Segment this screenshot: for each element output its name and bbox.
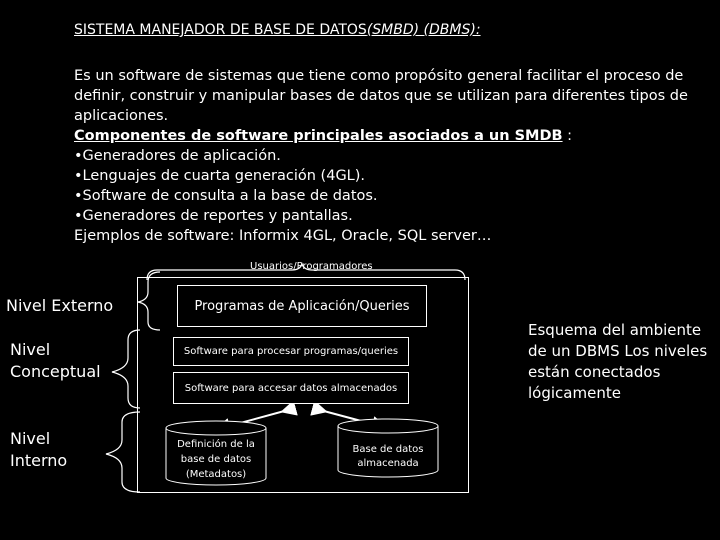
- title-main: SISTEMA MANEJADOR DE BASE DE DATOS: [74, 22, 367, 38]
- metadata-cylinder-top: [166, 421, 266, 435]
- metadata-db-label: Definición de la base de datos (Metadatos): [177, 439, 255, 480]
- conceptual-brace: [112, 330, 140, 408]
- intro-paragraph: Es un software de sistemas que tiene como propósito general facilitar el proceso de definir, construir y manipular bases de datos que se utilizan para diferentes tipos de aplicaciones.: [74, 68, 688, 124]
- component-item: •Generadores de reportes y pantallas.: [74, 208, 353, 224]
- level-external: Nivel Externo: [6, 296, 114, 315]
- users-label: Usuarios/Programadores: [250, 261, 373, 272]
- internal-brace: [106, 412, 140, 492]
- components-heading: Componentes de software principales asociados a un SMDB: [74, 128, 563, 144]
- examples-line: Ejemplos de software: Informix 4GL, Oracle, SQL server…: [74, 228, 492, 244]
- title-italic: (SMBD) (DBMS):: [366, 22, 481, 38]
- external-brace: [138, 272, 160, 330]
- access-software-box: Software para accesar datos almacenados: [173, 372, 409, 404]
- level-conceptual: Nivel Conceptual: [10, 340, 101, 381]
- schema-note: Esquema del ambiente de un DBMS Los niveles están conectados lógicamente: [528, 321, 708, 402]
- programs-box: Programas de Aplicación/Queries: [177, 285, 427, 327]
- components-heading-line: Componentes de software principales asociados a un SMDB :: [74, 128, 573, 144]
- component-item: •Software de consulta a la base de datos.: [74, 188, 378, 204]
- stored-cylinder-top: [338, 419, 438, 433]
- process-software-box: Software para procesar programas/queries: [173, 337, 409, 366]
- component-item: •Generadores de aplicación.: [74, 148, 281, 164]
- stored-db-label: Base de datos almacenada: [352, 444, 424, 469]
- component-item: •Lenguajes de cuarta generación (4GL).: [74, 168, 366, 184]
- level-internal: Nivel Interno: [10, 429, 68, 470]
